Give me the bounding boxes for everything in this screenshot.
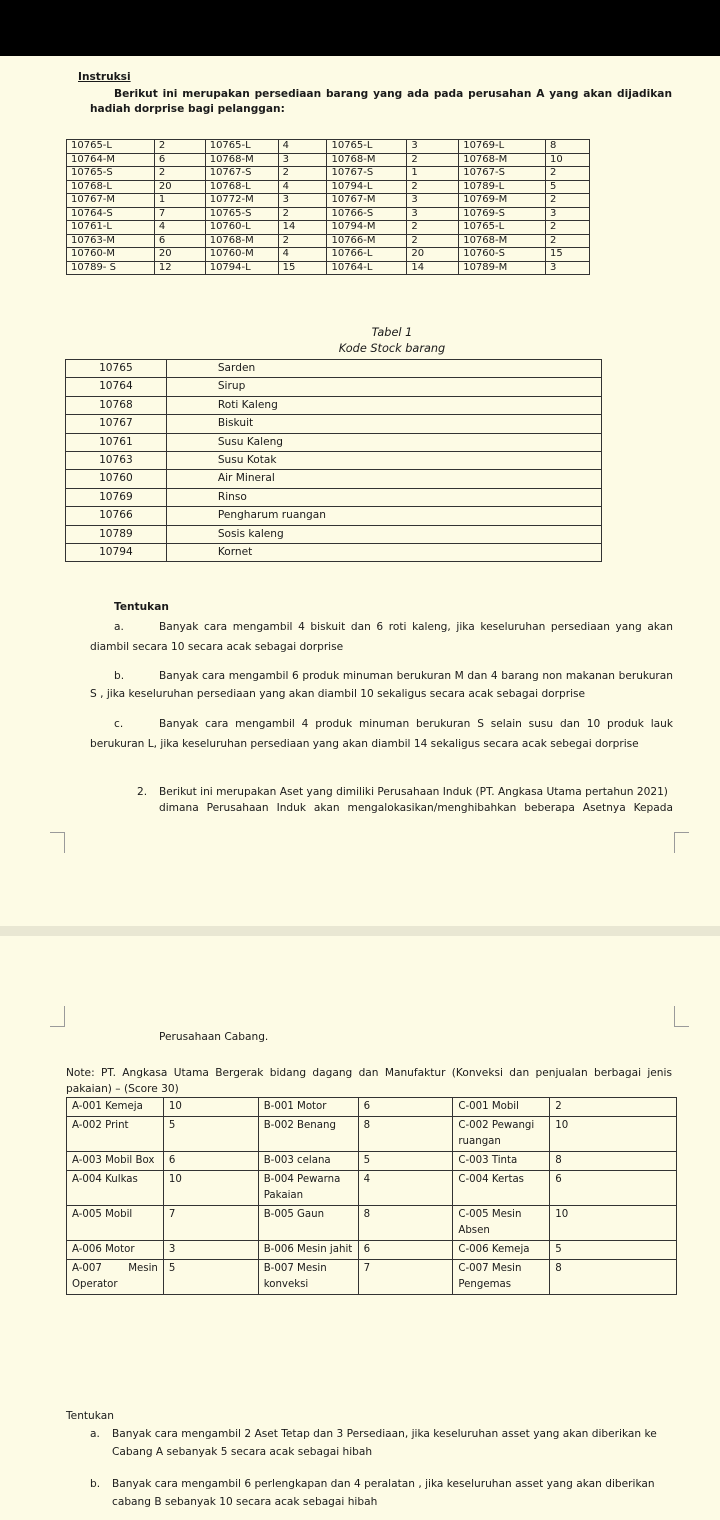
stock-code-cell: 10768-M	[327, 153, 407, 167]
kode-code-cell: 10763	[66, 452, 167, 470]
stock-code-cell: 10760-S	[459, 248, 546, 262]
question-a-label: a.	[114, 621, 124, 633]
asset-name-cell: B-006 Mesin jahit	[258, 1241, 358, 1260]
note-line-2: pakaian) – (Score 30)	[66, 1083, 179, 1095]
stock-qty-cell: 3	[407, 140, 459, 154]
question-c-continuation: berukuran L, jika keseluruhan persediaan yang akan diambil 14 sekaligus secara acak sebegai dorprise	[90, 738, 639, 750]
top-black-bar	[0, 0, 720, 56]
page2-question-b-label: b.	[90, 1478, 101, 1490]
stock-code-cell: 10772-M	[205, 194, 278, 208]
stock-row	[67, 234, 590, 248]
intro-paragraph: Berikut ini merupakan persediaan barang yang ada pada perusahan A yang akan dijadikan hadiah dorprise bagi pelanggan:	[90, 88, 672, 115]
stock-qty-cell: 3	[546, 207, 590, 221]
kode-code-cell: 10766	[66, 507, 167, 525]
page2-continuation: Perusahaan Cabang.	[159, 1031, 269, 1043]
stock-row	[67, 248, 590, 262]
stock-qty-cell: 2	[278, 167, 327, 181]
stock-code-cell: 10765-L	[67, 140, 155, 154]
kode-name-cell: Biskuit	[166, 415, 601, 433]
kode-stock-table	[65, 359, 602, 562]
stock-row	[67, 221, 590, 235]
question-b-label: b.	[114, 670, 125, 682]
stock-qty-cell: 3	[546, 261, 590, 275]
question-b-text: Banyak cara mengambil 6 produk minuman berukuran M dan 4 barang non makanan berukuran	[159, 670, 673, 682]
stock-qty-cell: 2	[407, 234, 459, 248]
stock-code-cell: 10768-M	[205, 153, 278, 167]
kode-row	[66, 433, 602, 451]
asset-qty-cell: 10	[163, 1098, 258, 1117]
stock-qty-cell: 2	[546, 221, 590, 235]
page-corner-mark	[50, 1006, 65, 1027]
stock-code-cell: 10768-M	[459, 153, 546, 167]
kode-row	[66, 360, 602, 378]
stock-qty-cell: 2	[546, 234, 590, 248]
stock-code-cell: 10767-S	[205, 167, 278, 181]
stock-qty-cell: 1	[154, 194, 205, 208]
stock-qty-cell: 3	[407, 207, 459, 221]
asset-row	[67, 1152, 677, 1171]
stock-qty-cell: 3	[407, 194, 459, 208]
stock-code-cell: 10764-M	[67, 153, 155, 167]
asset-name-cell: C-002 Pewangi ruangan	[453, 1117, 550, 1152]
kode-row	[66, 544, 602, 562]
stock-code-cell: 10768-M	[205, 234, 278, 248]
asset-name-cell: B-007 Mesin konveksi	[258, 1260, 358, 1295]
asset-qty-cell: 8	[358, 1117, 453, 1152]
asset-name-cell: A-005 Mobil	[67, 1206, 164, 1241]
asset-qty-cell: 5	[163, 1117, 258, 1152]
stock-qty-cell: 8	[546, 140, 590, 154]
stock-code-cell: 10794-M	[327, 221, 407, 235]
asset-name-cell: A-006 Motor	[67, 1241, 164, 1260]
asset-qty-cell: 5	[550, 1241, 677, 1260]
kode-name-cell: Susu Kotak	[166, 452, 601, 470]
kode-name-cell: Roti Kaleng	[166, 396, 601, 414]
stock-code-cell: 10789- S	[67, 261, 155, 275]
stock-code-cell: 10794-L	[327, 180, 407, 194]
stock-qty-cell: 2	[154, 140, 205, 154]
page-corner-mark	[674, 832, 689, 853]
stock-qty-cell: 2	[407, 153, 459, 167]
kode-code-cell: 10764	[66, 378, 167, 396]
stock-code-cell: 10789-L	[459, 180, 546, 194]
asset-name-cell: A-001 Kemeja	[67, 1098, 164, 1117]
asset-name-cell: A-007 Mesin Operator	[67, 1260, 164, 1295]
question-2-number: 2.	[137, 786, 148, 798]
page2-question-a-label: a.	[90, 1428, 100, 1440]
stock-qty-cell: 2	[546, 167, 590, 181]
kode-row	[66, 470, 602, 488]
stock-qty-cell: 15	[278, 261, 327, 275]
stock-qty-cell: 4	[278, 140, 327, 154]
kode-code-cell: 10761	[66, 433, 167, 451]
stock-qty-cell: 6	[154, 153, 205, 167]
stock-code-cell: 10764-L	[327, 261, 407, 275]
question-c-label: c.	[114, 718, 124, 730]
stock-row	[67, 194, 590, 208]
asset-name-cell: B-003 celana	[258, 1152, 358, 1171]
table1-caption-subtitle: Kode Stock barang	[338, 342, 446, 355]
kode-code-cell: 10760	[66, 470, 167, 488]
asset-name-cell: B-001 Motor	[258, 1098, 358, 1117]
question-a-text: Banyak cara mengambil 4 biskuit dan 6 roti kaleng, jika keseluruhan persediaan yang akan	[159, 621, 673, 633]
asset-qty-cell: 5	[358, 1152, 453, 1171]
stock-table	[66, 139, 590, 275]
asset-name-cell: B-005 Gaun	[258, 1206, 358, 1241]
asset-name-cell: C-003 Tinta	[453, 1152, 550, 1171]
stock-qty-cell: 14	[278, 221, 327, 235]
asset-name-cell: A-003 Mobil Box	[67, 1152, 164, 1171]
stock-code-cell: 10768-L	[205, 180, 278, 194]
kode-name-cell: Sosis kaleng	[166, 525, 601, 543]
stock-code-cell: 10767-S	[459, 167, 546, 181]
page2-question-b-line-1: Banyak cara mengambil 6 perlengkapan dan 4 peralatan , jika keseluruhan asset yang akan diberikan	[112, 1478, 655, 1490]
asset-name-cell: C-005 Mesin Absen	[453, 1206, 550, 1241]
stock-code-cell: 10760-L	[205, 221, 278, 235]
asset-qty-cell: 10	[550, 1117, 677, 1152]
stock-qty-cell: 2	[407, 221, 459, 235]
stock-qty-cell: 3	[278, 153, 327, 167]
stock-row	[67, 140, 590, 154]
asset-qty-cell: 6	[550, 1171, 677, 1206]
asset-qty-cell: 8	[550, 1260, 677, 1295]
page2-question-a-line-2: Cabang A sebanyak 5 secara acak sebagai hibah	[112, 1446, 373, 1458]
question-a-continuation: diambil secara 10 secara acak sebagai dorprise	[90, 641, 344, 653]
asset-qty-cell: 10	[163, 1171, 258, 1206]
stock-code-cell: 10766-M	[327, 234, 407, 248]
stock-code-cell: 10767-M	[327, 194, 407, 208]
kode-row	[66, 396, 602, 414]
stock-qty-cell: 5	[546, 180, 590, 194]
asset-qty-cell: 10	[550, 1206, 677, 1241]
stock-code-cell: 10761-L	[67, 221, 155, 235]
kode-name-cell: Sirup	[166, 378, 601, 396]
asset-qty-cell: 4	[358, 1171, 453, 1206]
page-corner-mark	[50, 832, 65, 853]
stock-row	[67, 207, 590, 221]
asset-qty-cell: 7	[358, 1260, 453, 1295]
stock-code-cell: 10765-L	[327, 140, 407, 154]
stock-code-cell: 10767-M	[67, 194, 155, 208]
stock-qty-cell: 4	[278, 248, 327, 262]
stock-code-cell: 10768-M	[459, 234, 546, 248]
note-line-1: Note: PT. Angkasa Utama Bergerak bidang dagang dan Manufaktur (Konveksi dan penjualan berbagai jenis	[66, 1067, 672, 1079]
asset-row	[67, 1098, 677, 1117]
kode-name-cell: Rinso	[166, 488, 601, 506]
stock-code-cell: 10765-S	[205, 207, 278, 221]
kode-code-cell: 10769	[66, 488, 167, 506]
stock-qty-cell: 15	[546, 248, 590, 262]
stock-qty-cell: 2	[407, 180, 459, 194]
kode-row	[66, 452, 602, 470]
kode-row	[66, 415, 602, 433]
stock-qty-cell: 2	[278, 234, 327, 248]
kode-code-cell: 10767	[66, 415, 167, 433]
kode-code-cell: 10794	[66, 544, 167, 562]
instruksi-heading: Instruksi	[78, 71, 131, 83]
asset-qty-cell: 7	[163, 1206, 258, 1241]
stock-code-cell: 10794-L	[205, 261, 278, 275]
asset-row	[67, 1171, 677, 1206]
stock-qty-cell: 3	[278, 194, 327, 208]
page2-question-b-line-2: cabang B sebanyak 10 secara acak sebagai hibah	[112, 1496, 378, 1508]
asset-qty-cell: 6	[163, 1152, 258, 1171]
asset-name-cell: B-004 Pewarna Pakaian	[258, 1171, 358, 1206]
kode-code-cell: 10768	[66, 396, 167, 414]
kode-row	[66, 488, 602, 506]
asset-table	[66, 1097, 677, 1295]
stock-row	[67, 180, 590, 194]
stock-code-cell: 10768-L	[67, 180, 155, 194]
asset-qty-cell: 3	[163, 1241, 258, 1260]
stock-qty-cell: 20	[407, 248, 459, 262]
stock-qty-cell: 10	[546, 153, 590, 167]
asset-name-cell: C-004 Kertas	[453, 1171, 550, 1206]
tentukan-heading-2: Tentukan	[66, 1410, 114, 1422]
stock-code-cell: 10769-L	[459, 140, 546, 154]
stock-code-cell: 10766-L	[327, 248, 407, 262]
question-c-text: Banyak cara mengambil 4 produk minuman berukuran S selain susu dan 10 produk lauk	[159, 718, 673, 730]
stock-code-cell: 10766-S	[327, 207, 407, 221]
stock-qty-cell: 2	[278, 207, 327, 221]
kode-code-cell: 10789	[66, 525, 167, 543]
question-2-line-1: Berikut ini merupakan Aset yang dimiliki Perusahaan Induk (PT. Angkasa Utama pertahun 2021)	[159, 786, 668, 798]
stock-qty-cell: 2	[546, 194, 590, 208]
stock-code-cell: 10765-L	[459, 221, 546, 235]
table1-caption-title: Tabel 1	[371, 326, 413, 339]
table1-caption	[32, 325, 720, 357]
stock-qty-cell: 4	[278, 180, 327, 194]
asset-qty-cell: 8	[550, 1152, 677, 1171]
kode-row	[66, 378, 602, 396]
stock-qty-cell: 7	[154, 207, 205, 221]
kode-name-cell: Kornet	[166, 544, 601, 562]
stock-code-cell: 10767-S	[327, 167, 407, 181]
asset-name-cell: C-006 Kemeja	[453, 1241, 550, 1260]
asset-qty-cell: 6	[358, 1098, 453, 1117]
stock-code-cell: 10765-L	[205, 140, 278, 154]
asset-row	[67, 1241, 677, 1260]
asset-name-cell: C-001 Mobil	[453, 1098, 550, 1117]
asset-row	[67, 1117, 677, 1152]
kode-name-cell: Pengharum ruangan	[166, 507, 601, 525]
stock-code-cell: 10769-M	[459, 194, 546, 208]
asset-qty-cell: 5	[163, 1260, 258, 1295]
kode-name-cell: Susu Kaleng	[166, 433, 601, 451]
page-separator	[0, 926, 720, 936]
stock-code-cell: 10760-M	[67, 248, 155, 262]
stock-code-cell: 10789-M	[459, 261, 546, 275]
kode-name-cell: Air Mineral	[166, 470, 601, 488]
stock-code-cell: 10764-S	[67, 207, 155, 221]
asset-name-cell: A-002 Print	[67, 1117, 164, 1152]
stock-qty-cell: 2	[154, 167, 205, 181]
stock-qty-cell: 1	[407, 167, 459, 181]
question-2-line-2: dimana Perusahaan Induk akan mengalokasikan/menghibahkan beberapa Asetnya Kepada	[159, 802, 673, 814]
asset-row	[67, 1206, 677, 1241]
kode-code-cell: 10765	[66, 360, 167, 378]
stock-qty-cell: 20	[154, 180, 205, 194]
kode-row	[66, 507, 602, 525]
question-b-continuation: S , jika keseluruhan persediaan yang akan diambil 10 sekaligus secara acak sebagai dorprise	[90, 688, 586, 700]
stock-code-cell: 10765-S	[67, 167, 155, 181]
stock-code-cell: 10760-M	[205, 248, 278, 262]
stock-row	[67, 153, 590, 167]
stock-code-cell: 10769-S	[459, 207, 546, 221]
asset-qty-cell: 2	[550, 1098, 677, 1117]
asset-name-cell: B-002 Benang	[258, 1117, 358, 1152]
asset-name-cell: A-004 Kulkas	[67, 1171, 164, 1206]
tentukan-heading-1: Tentukan	[114, 601, 169, 613]
kode-row	[66, 525, 602, 543]
page-corner-mark	[674, 1006, 689, 1027]
page2-question-a-line-1: Banyak cara mengambil 2 Aset Tetap dan 3 Persediaan, jika keseluruhan asset yang akan diberikan ke	[112, 1428, 657, 1440]
stock-qty-cell: 14	[407, 261, 459, 275]
stock-row	[67, 167, 590, 181]
stock-qty-cell: 6	[154, 234, 205, 248]
asset-name-cell: C-007 Mesin Pengemas	[453, 1260, 550, 1295]
stock-qty-cell: 12	[154, 261, 205, 275]
kode-name-cell: Sarden	[166, 360, 601, 378]
asset-qty-cell: 6	[358, 1241, 453, 1260]
asset-row	[67, 1260, 677, 1295]
stock-code-cell: 10763-M	[67, 234, 155, 248]
stock-row	[67, 261, 590, 275]
stock-qty-cell: 20	[154, 248, 205, 262]
stock-qty-cell: 4	[154, 221, 205, 235]
asset-qty-cell: 8	[358, 1206, 453, 1241]
